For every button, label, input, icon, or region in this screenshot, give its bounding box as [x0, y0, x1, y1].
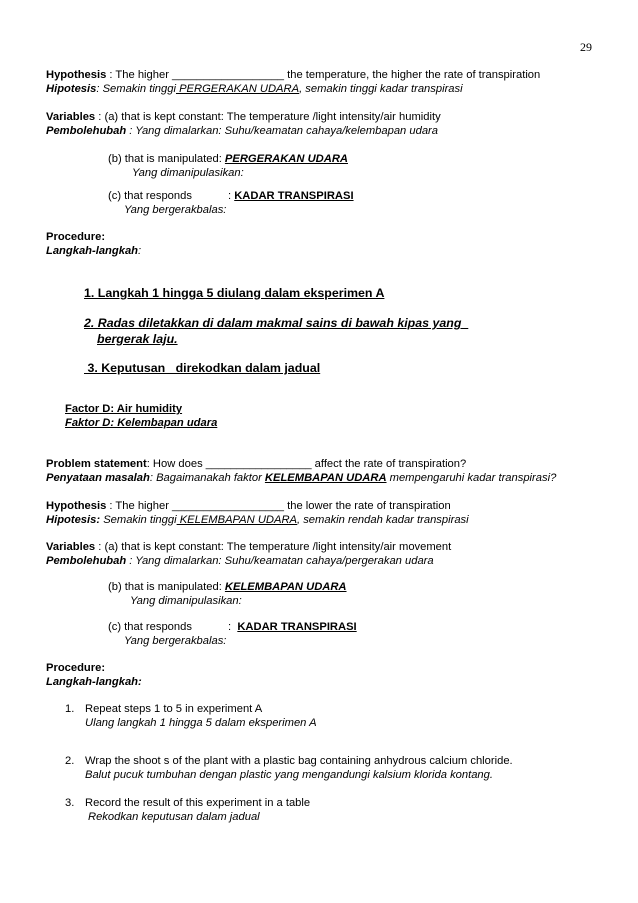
variables-d-line	[46, 540, 451, 554]
step-d-2	[65, 754, 74, 768]
responds-answer: KADAR TRANSPIRASI	[234, 190, 354, 202]
hypothesis-line	[46, 68, 540, 82]
step-d-3-ms: Rekodkan keputusan dalam jadual	[88, 811, 260, 823]
step-d-1	[65, 702, 74, 716]
step-c-3: 3. Keputusan direkodkan dalam jadual	[84, 361, 321, 375]
langkah-colon: :	[138, 245, 142, 257]
hypothesis-colon: : The higher	[106, 69, 173, 81]
responds-d-text: (c) that responds	[108, 621, 192, 633]
manipulated-d-answer: KELEMBAPAN UDARA	[224, 581, 347, 593]
pembolehubah-label: Pembolehubah	[46, 125, 127, 137]
problem-blank: _________________	[205, 458, 312, 470]
penyataan-pre: : Bagaimanakah faktor	[149, 472, 265, 484]
hipotesis-rest: , semakin tinggi kadar transpirasi	[299, 83, 463, 95]
procedure-heading: Procedure:	[46, 231, 106, 243]
manipulated-d-malay: Yang dimanipulasikan:	[130, 595, 242, 607]
penyataan-label: Penyataan masalah	[46, 472, 150, 484]
pembolehubah-d-text: : Yang dimalarkan: Suhu/keamatan cahaya/pergerakan udara	[126, 555, 434, 567]
penyataan-line	[46, 471, 556, 485]
responds-colon: :	[228, 190, 235, 202]
pembolehubah-d-line	[46, 554, 434, 568]
variables-line	[46, 110, 441, 124]
manipulated-malay: Yang dimanipulasikan:	[132, 167, 244, 179]
hypothesis-d-label: Hypothesis	[46, 500, 107, 512]
hipotesis-answer: PERGERAKAN UDARA	[175, 83, 300, 95]
step-d-3-num: 3.	[65, 797, 75, 809]
hipotesis-label: Hipotesis	[46, 83, 97, 95]
manipulated-text: (b) that is manipulated:	[108, 153, 225, 165]
hypothesis-label: Hypothesis	[46, 69, 107, 81]
responds-d-line	[108, 620, 357, 634]
step-d-1-num: 1.	[65, 703, 75, 715]
problem-label: Problem statement	[46, 458, 147, 470]
hypothesis-blank: __________________	[172, 69, 285, 81]
step-d-2-en: Wrap the shoot s of the plant with a plastic bag containing anhydrous calcium chloride.	[85, 755, 513, 767]
problem-pre: : How does	[146, 458, 206, 470]
step-d-2-ms: Balut pucuk tumbuhan dengan plastic yang mengandungi kalsium klorida kontang.	[85, 769, 493, 781]
langkah-label: Langkah-langkah	[46, 245, 139, 257]
hipotesis-d-line	[46, 513, 469, 527]
variables-d-label: Variables	[46, 541, 96, 553]
hypothesis-d-line	[46, 499, 451, 513]
variables-label: Variables	[46, 111, 96, 123]
manipulated-d-text: (b) that is manipulated:	[108, 581, 225, 593]
responds-line	[108, 189, 354, 203]
manipulated-d-line	[108, 580, 347, 594]
hypothesis-d-colon: : The higher	[106, 500, 173, 512]
hipotesis-line	[46, 82, 463, 96]
step-c-2-cont: bergerak laju.	[97, 332, 178, 346]
responds-text: (c) that responds	[108, 190, 192, 202]
hypothesis-d-blank: __________________	[172, 500, 285, 512]
hipotesis-d-rest: , semakin rendah kadar transpirasi	[297, 514, 469, 526]
page-number: 29	[580, 40, 592, 54]
responds-d-malay: Yang bergerakbalas:	[124, 635, 227, 647]
manipulated-answer: PERGERAKAN UDARA	[224, 153, 348, 165]
hipotesis-pre: : Semakin tinggi	[96, 83, 176, 95]
step-d-3-en: Record the result of this experiment in a table	[85, 797, 311, 809]
hipotesis-d-pre: Semakin tinggi	[100, 514, 177, 526]
step-d-2-num: 2.	[65, 755, 75, 767]
langkah-heading	[46, 244, 141, 258]
variables-d-text: : (a) that is kept constant: The temperature /light intensity/air movement	[95, 541, 452, 553]
step-d-1-ms: Ulang langkah 1 hingga 5 dalam eksperimen A	[85, 717, 317, 729]
step-c-1: 1. Langkah 1 hingga 5 diulang dalam eksperimen A	[84, 286, 385, 300]
step-d-1-en: Repeat steps 1 to 5 in experiment A	[85, 703, 263, 715]
responds-d-answer: KADAR TRANSPIRASI	[237, 621, 357, 633]
hipotesis-d-label: Hipotesis:	[46, 514, 101, 526]
responds-malay: Yang bergerakbalas:	[124, 204, 227, 216]
hipotesis-d-answer: KELEMBAPAN UDARA	[176, 514, 297, 526]
pembolehubah-text: : Yang dimalarkan: Suhu/keamatan cahaya/kelembapan udara	[126, 125, 438, 137]
hypothesis-d-rest: the lower the rate of transpiration	[284, 500, 451, 512]
problem-statement-line	[46, 457, 466, 471]
factor-d-title-malay: Faktor D: Kelembapan udara	[65, 417, 218, 429]
step-d-3	[65, 796, 74, 810]
problem-rest: affect the rate of transpiration?	[311, 458, 467, 470]
pembolehubah-d-label: Pembolehubah	[46, 555, 127, 567]
penyataan-rest: mempengaruhi kadar transpirasi?	[386, 472, 557, 484]
variables-text: : (a) that is kept constant: The temperature /light intensity/air humidity	[95, 111, 441, 123]
procedure-d-heading: Procedure:	[46, 662, 106, 674]
penyataan-answer: KELEMBAPAN UDARA	[264, 472, 387, 484]
step-c-2: 2. Radas diletakkan di dalam makmal sains di bawah kipas yang	[84, 316, 469, 330]
factor-d-title: Factor D: Air humidity	[65, 403, 183, 415]
manipulated-line	[108, 152, 348, 166]
hypothesis-rest: the temperature, the higher the rate of transpiration	[284, 69, 541, 81]
pembolehubah-line	[46, 124, 438, 138]
responds-d-colon: :	[228, 621, 238, 633]
langkah-d-heading: Langkah-langkah:	[46, 676, 142, 688]
